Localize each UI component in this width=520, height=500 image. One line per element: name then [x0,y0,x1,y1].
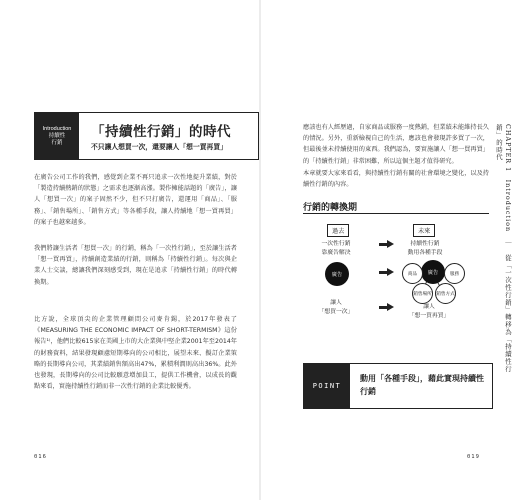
future-bottom-1: 讓人 [423,304,435,310]
past-ad-circle [325,262,349,286]
point-tag: POINT [304,364,350,408]
section-title: 行銷的轉換期 [303,203,358,213]
right-page [261,0,520,500]
past-line-1: 一次性行銷 [321,241,351,247]
left-page [0,0,259,500]
intro-header-box [34,112,259,160]
arrow-right-icon [387,303,394,311]
point-text: 動用「各種手段」，藉此實現持續性行銷 [360,374,484,396]
past-ad-label: 廣告 [331,271,343,278]
left-page-number: 016 [34,454,47,460]
left-paragraph-2: 我們將讓生活者「想買一次」的行銷，稱為「一次性行銷」，至於讓生活者「想一買再買」，持續創造業績的行銷，則稱為「持續性行銷」。每次與企業人士交談，總讓我們深刻感受到，現在是追求「持續性行銷」的時代轉換期。 [34,245,237,286]
intro-tag-line-2: 持續性 [48,132,66,139]
chapter-title: 「持續性行銷」的時代 [91,124,231,140]
arrow-right-icon [387,240,394,248]
node-sales-place [412,283,433,304]
future-bottom-2: 「想一買再買」 [408,313,450,319]
past-bottom-2: 「想買一次」 [318,309,354,315]
future-ad-label: 廣告 [427,269,439,276]
node-service-label: 服務 [449,271,460,277]
intro-tag-line-3: 行銷 [51,139,63,146]
node-product-label: 商品 [407,271,418,277]
chapter-side-heading: CHAPTER 1 Introduction ｜ 從「一次性行銷」轉移為「持續性行銷」的時代 [495,124,512,373]
past-bottom-1: 讓人 [330,300,342,306]
left-paragraph-1: 在廣告公司工作的我們，感覺到企業不再只追求一次性地提升業績，對於「製造持續熱銷的狀態」之需求也逐漸高漲。製作擁能話題的「廣告」，讓人「想買一次」的案子固然不少，但不只打廣告，還運用「商品」、「服務」、「銷售場所」、「銷售方式」等各種手段，讓人持續地「想一買再買」的案子也越來越多。 [34,174,237,226]
past-label: 過去 [327,224,349,237]
past-line-2: 靠廣告解決 [321,250,351,256]
node-service [444,263,465,284]
chapter-subtitle: 不只讓人想買一次，還要讓人「想一買再買」 [91,143,227,151]
node-sales-method-label: 銷售方式 [436,291,455,297]
arrow-right-icon [387,268,394,276]
left-paragraph-3: 比方說，全球頂尖的企業管理顧問公司麥肯錫，於2017年發表了《MEASURING THE ECONOMIC IMPACT OF SHORT-TERMISM》這份報告¹⁾，他們比較615家在美國上市的大企業與中堅企業2001年至2014年的財務資料，結果發現顧慮短期導向的公司相比，展望未來、擬訂企業策略的長期導向公司，其業績銷售額高出47%，累積利潤則高出36%。此外也發現，長期導向的公司比較願意增加員工，提供工作機會，以成長的觀點來看，實施持續性行銷而非一次性行銷的企業比較優秀。 [34,316,237,391]
future-label: 未來 [413,224,435,237]
future-line-1: 持續性行銷 [410,241,440,247]
right-paragraph-1: 應該也有人經歷過，自家商品或服務一度熱銷，但業績未能維持長久的情況。另外，重新檢視自己的生活，應該也會發現許多買了一次，但最後並未持續使用的東西。我們認為，要實施讓人「想一買再買」的「持續性行銷」非常困難，所以這個主題才值得研究。 [303,124,489,165]
node-sales-place-label: 銷售場所 [413,291,432,297]
intro-tag-line-1: Introduction [42,125,72,132]
node-product [402,263,423,284]
future-line-2: 動用各種手段 [407,250,443,256]
right-page-number: 019 [467,454,480,460]
intro-tag [35,113,79,159]
section-rule [303,213,489,214]
point-box [303,363,493,409]
future-ad-circle [421,260,445,284]
node-sales-method [435,283,456,304]
right-paragraph-2: 本章就要大家來看看，與持續性行銷有關的社會環境之變化，以及持續性行銷的內容。 [303,170,489,189]
